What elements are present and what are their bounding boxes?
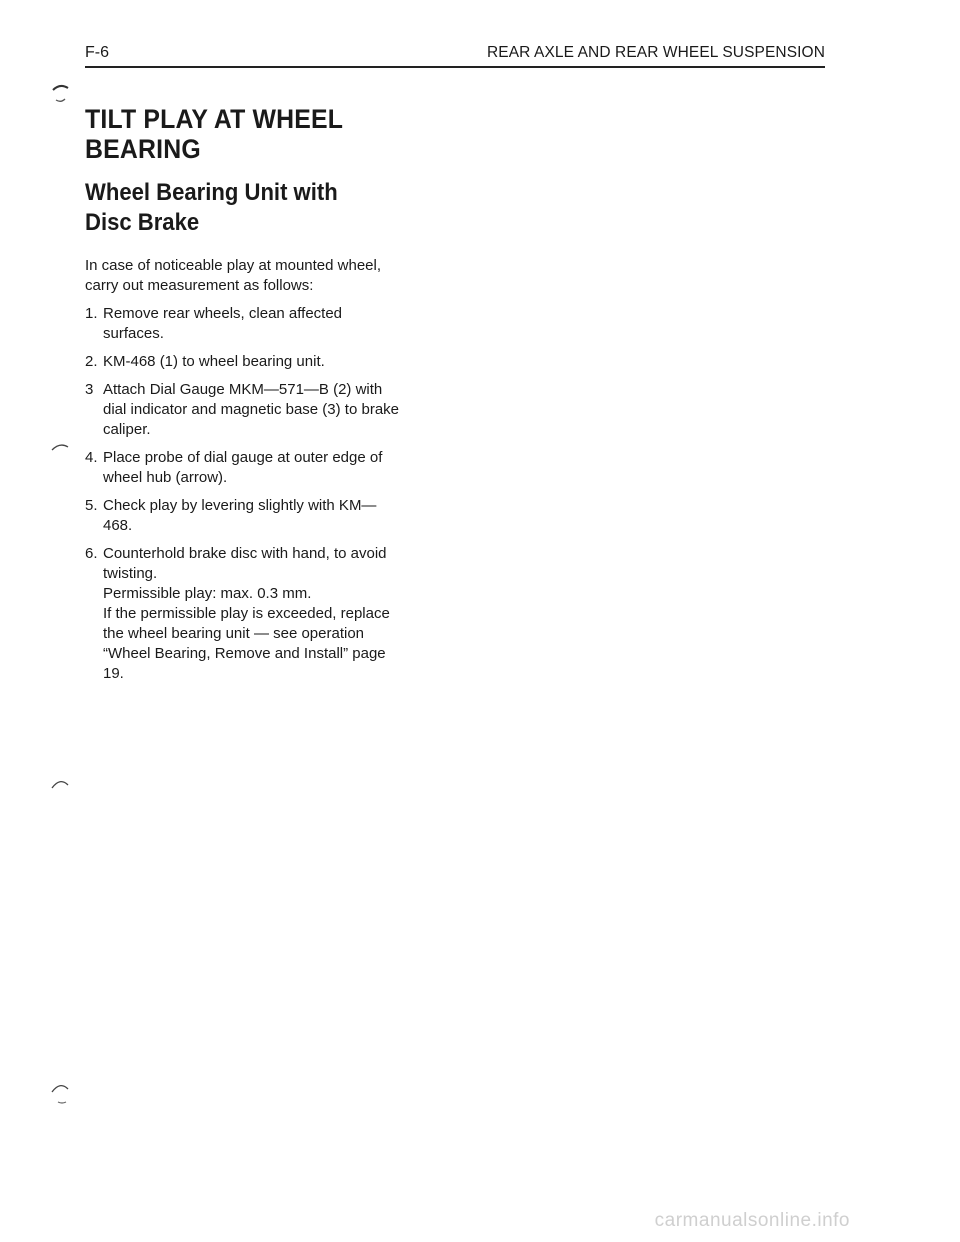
binder-hole-mark-bottom — [50, 1080, 72, 1106]
content-column — [85, 104, 405, 692]
step-item — [85, 448, 405, 488]
subsection-heading: Wheel Bearing Unit with Disc Brake — [85, 179, 338, 236]
step-item — [85, 380, 405, 440]
procedure-steps — [85, 304, 405, 684]
step-item — [85, 352, 405, 372]
binder-hole-mark-top — [50, 82, 72, 106]
step-text: Attach Dial Gauge MKM—571—B (2) with dial indicator and magnetic base (3) to brake caliper. — [103, 381, 400, 438]
step-text: Place probe of dial gauge at outer edge of wheel hub (arrow). — [103, 449, 383, 486]
step-number: 5. — [85, 497, 98, 514]
page-number: F-6 — [85, 44, 109, 61]
intro-paragraph: In case of noticeable play at mounted wheel, carry out measurement as follows: — [85, 257, 382, 294]
step-text: Counterhold brake disc with hand, to avoid twisting. Permissible play: max. 0.3 mm. If the permissible play is exceeded, replace the wheel bearing unit — see operation “Wheel Bearing, Remove and Install” page 19. — [103, 545, 390, 682]
binder-hole-mark-lower — [50, 776, 72, 790]
step-number: 4. — [85, 449, 98, 466]
step-item — [85, 496, 405, 536]
step-item — [85, 304, 405, 344]
watermark-link[interactable]: carmanualsonline.info — [654, 1210, 850, 1231]
running-header: REAR AXLE AND REAR WHEEL SUSPENSION — [487, 44, 825, 61]
step-number: 3 — [85, 381, 94, 398]
step-text: Remove rear wheels, clean affected surfaces. — [103, 305, 343, 342]
step-item — [85, 544, 405, 684]
step-number: 1. — [85, 305, 98, 322]
step-text: Check play by levering slightly with KM—468. — [103, 497, 377, 534]
step-number: 2. — [85, 353, 98, 370]
header-rule — [85, 66, 825, 68]
step-number: 6. — [85, 545, 98, 562]
step-text: KM-468 (1) to wheel bearing unit. — [103, 353, 325, 370]
binder-hole-mark-upper — [50, 440, 72, 452]
section-heading: TILT PLAY AT WHEEL BEARING — [85, 104, 343, 164]
